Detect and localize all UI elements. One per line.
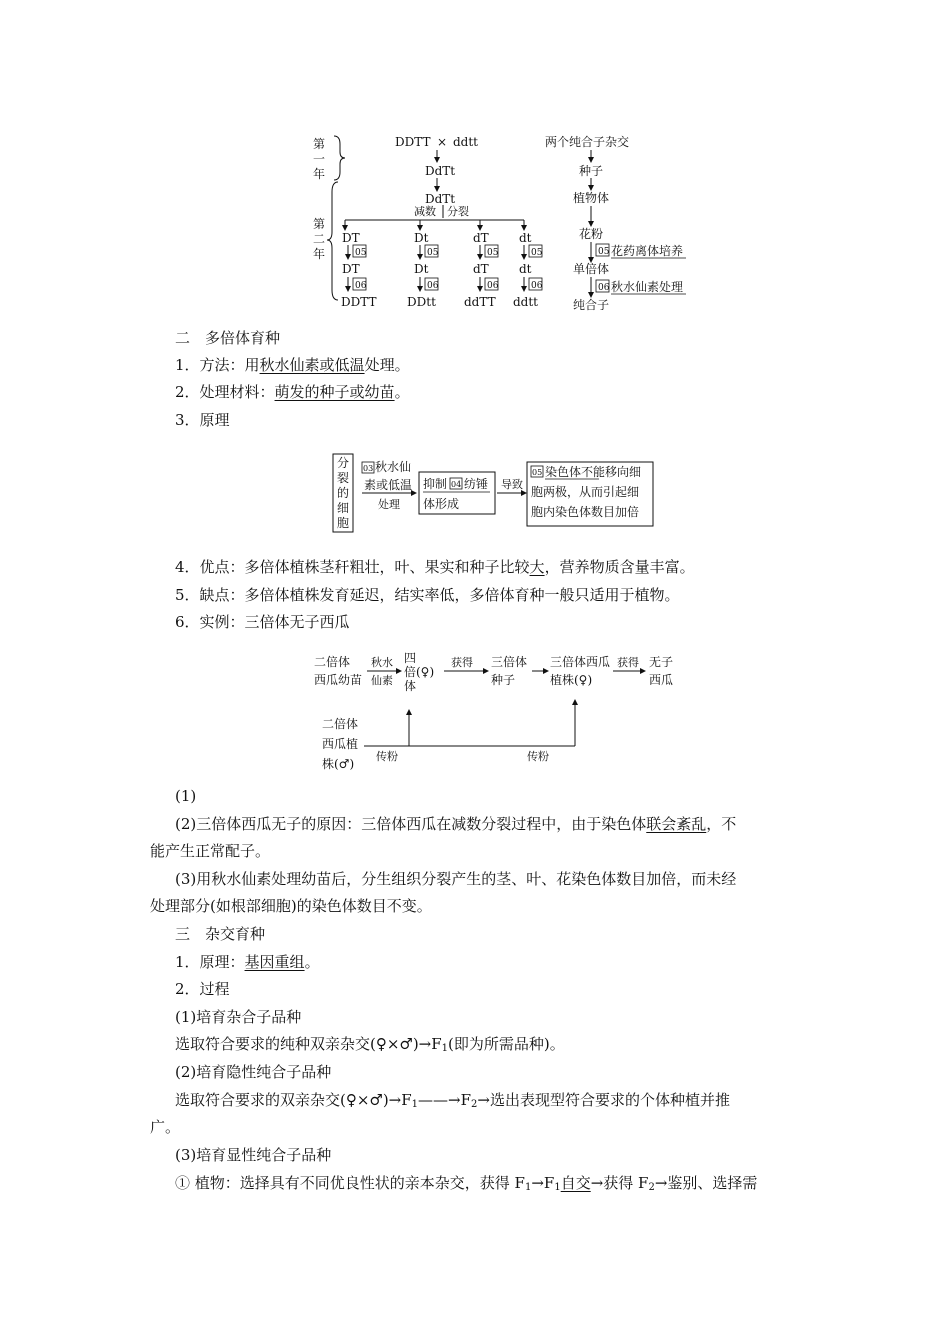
wm-pollinate-1: 传粉 — [376, 750, 398, 763]
sec2-item4: 4．优点：多倍体植株茎秆粗壮，叶、果实和种子比较大，营养物质含量丰富。 — [175, 558, 695, 576]
wm-colch-1: 秋水 — [371, 656, 393, 669]
r-culture: 花药离体培养 — [611, 244, 684, 258]
r-num-06: 06 — [598, 283, 610, 293]
f1-genotype-2: DdTt — [425, 192, 456, 206]
num-03: 03 — [363, 464, 374, 473]
sec3-heading: 三 杂交育种 — [175, 925, 266, 943]
sec3-sub1-text: 选取符合要求的纯种双亲杂交$(♀\times♂)\to F_1$(即为所需品种)。 — [175, 1035, 565, 1054]
sec2-note3b: 处理部分(如根部细胞)的染色体数目不变。 — [150, 897, 432, 915]
sec3-sub2-text2: 广。 — [150, 1118, 181, 1136]
inhibit: 抑制 — [423, 477, 448, 491]
r-colch: 秋水仙素处理 — [611, 280, 684, 294]
result-2: 胞两极，从而引起细 — [531, 485, 640, 499]
result-1: 染色体不能移向细 — [545, 465, 642, 479]
r-plant: 植物体 — [573, 191, 610, 205]
wm-colch-2: 仙素 — [371, 674, 393, 687]
sec2-heading: 二 多倍体育种 — [175, 329, 281, 347]
r-haploid: 单倍体 — [573, 262, 610, 276]
wm-diploid-1: 二倍体 — [314, 655, 351, 669]
year2-label: 第二年 — [313, 217, 326, 261]
r-num-05: 05 — [598, 247, 610, 257]
spindle-form: 体形成 — [423, 497, 460, 511]
spindle: 纺锤 — [464, 477, 489, 491]
meiosis-label: 减数 — [414, 205, 436, 218]
branch-columns — [341, 220, 543, 309]
f1-genotype: DdTt — [425, 164, 456, 178]
num-06-a: 06 — [355, 281, 367, 291]
num-05-a: 05 — [355, 248, 367, 258]
sec3-sub2-text: 选取符合要求的双亲杂交$(♀\times♂)\to F_1——\to F_2\to$选出表现型符合要求的个体种植并推 — [175, 1091, 730, 1110]
sec3-item1: 1．原理：基因重组。 — [175, 953, 320, 971]
sec3-sub1: (1)培育杂合子品种 — [175, 1008, 302, 1026]
sec2-note1: (1) — [175, 787, 197, 805]
sec3-sub2: (2)培育隐性纯合子品种 — [175, 1063, 332, 1081]
seedless-watermelon-diagram — [0, 648, 950, 778]
num-04: 04 — [451, 480, 462, 489]
r-cross: 两个纯合子杂交 — [545, 135, 630, 149]
sec2-note2b: 能产生正常配子。 — [150, 842, 271, 860]
wm-tetra-3: 体 — [404, 679, 417, 693]
sec2-note3a: (3)用秋水仙素处理幼苗后，分生组织分裂产生的茎、叶、花染色体数目加倍，而未经 — [175, 870, 737, 888]
right-flow — [545, 134, 686, 312]
division-label: 分裂 — [447, 205, 469, 218]
sec3-sub3: (3)培育显性纯合子品种 — [175, 1146, 332, 1164]
wm-fruit-1: 无子 — [649, 655, 674, 669]
num-05-d: 05 — [531, 248, 543, 258]
wm-seed-2: 种子 — [491, 673, 516, 687]
gamete-1: DT — [342, 231, 360, 245]
sec3-item2: 2．过程 — [175, 980, 230, 998]
sec2-item6: 6．实例：三倍体无子西瓜 — [175, 613, 350, 631]
sec2-item3: 3．原理 — [175, 411, 230, 429]
wm-pollinate-2: 传粉 — [527, 750, 549, 763]
wm-tetra-2: 倍(♀) — [404, 665, 435, 679]
num-05-p: 05 — [532, 468, 543, 477]
sec3-sub3-text: ① 植物：选择具有不同优良性状的亲本杂交，获得 $F_1\to F_1$自交→获得 $F_2\to$鉴别、选择需 — [175, 1174, 758, 1193]
num-05-c: 05 — [487, 248, 499, 258]
num-05-b: 05 — [427, 248, 439, 258]
lead-to: 导致 — [501, 478, 523, 491]
haploid-2: Dt — [414, 262, 429, 276]
polyploid-principle-diagram — [0, 450, 950, 540]
haploid-3: dT — [473, 262, 489, 276]
wm-male-1: 二倍体 — [322, 717, 359, 731]
wm-plant-2: 植株(♀) — [550, 673, 593, 687]
num-06-b: 06 — [427, 281, 439, 291]
sec2-item2: 2．处理材料：萌发的种子或幼苗。 — [175, 383, 410, 401]
wm-tetra-1: 四 — [404, 651, 417, 665]
wm-seed-1: 三倍体 — [491, 655, 528, 669]
sec2-item1: 1．方法：用秋水仙素或低温处理。 — [175, 356, 410, 374]
treat-3: 处理 — [378, 498, 400, 511]
num-06-c: 06 — [487, 281, 499, 291]
haploid-1: DT — [342, 262, 360, 276]
wm-get-1: 获得 — [451, 656, 473, 669]
pure-4: ddtt — [513, 295, 539, 309]
pure-3: ddTT — [464, 295, 496, 309]
pure-2: DDtt — [407, 295, 436, 309]
treat-2: 素或低温 — [364, 478, 413, 492]
wm-fruit-2: 西瓜 — [649, 673, 674, 687]
wm-plant-1: 三倍体西瓜 — [550, 655, 611, 669]
times-sign: × — [437, 135, 448, 149]
sec2-note2a: (2)三倍体西瓜无子的原因：三倍体西瓜在减数分裂过程中，由于染色体联会紊乱，不 — [175, 815, 737, 833]
haploid-4: dt — [519, 262, 532, 276]
gamete-3: dT — [473, 231, 489, 245]
parent1: DDTT — [395, 135, 431, 149]
year1-label: 第一年 — [313, 137, 326, 181]
wm-get-2: 获得 — [617, 656, 639, 669]
r-seed: 种子 — [579, 164, 604, 178]
r-pure: 纯合子 — [573, 298, 610, 312]
treat-1: 秋水仙 — [375, 460, 412, 474]
parent2: ddtt — [453, 135, 479, 149]
pure-1: DDTT — [341, 295, 377, 309]
gamete-2: Dt — [414, 231, 429, 245]
wm-male-3: 株(♂) — [322, 757, 355, 771]
sec2-item5: 5．缺点：多倍体植株发育延迟，结实率低，多倍体育种一般只适用于植物。 — [175, 586, 680, 604]
gamete-4: dt — [519, 231, 532, 245]
cell-label: 分裂的细胞 — [337, 456, 350, 530]
result-3: 胞内染色体数目加倍 — [531, 505, 640, 519]
r-pollen: 花粉 — [579, 227, 604, 241]
num-06-d: 06 — [531, 281, 543, 291]
wm-male-2: 西瓜植 — [322, 737, 359, 751]
wm-diploid-2: 西瓜幼苗 — [314, 673, 363, 687]
haploid-breeding-diagram — [0, 0, 950, 320]
